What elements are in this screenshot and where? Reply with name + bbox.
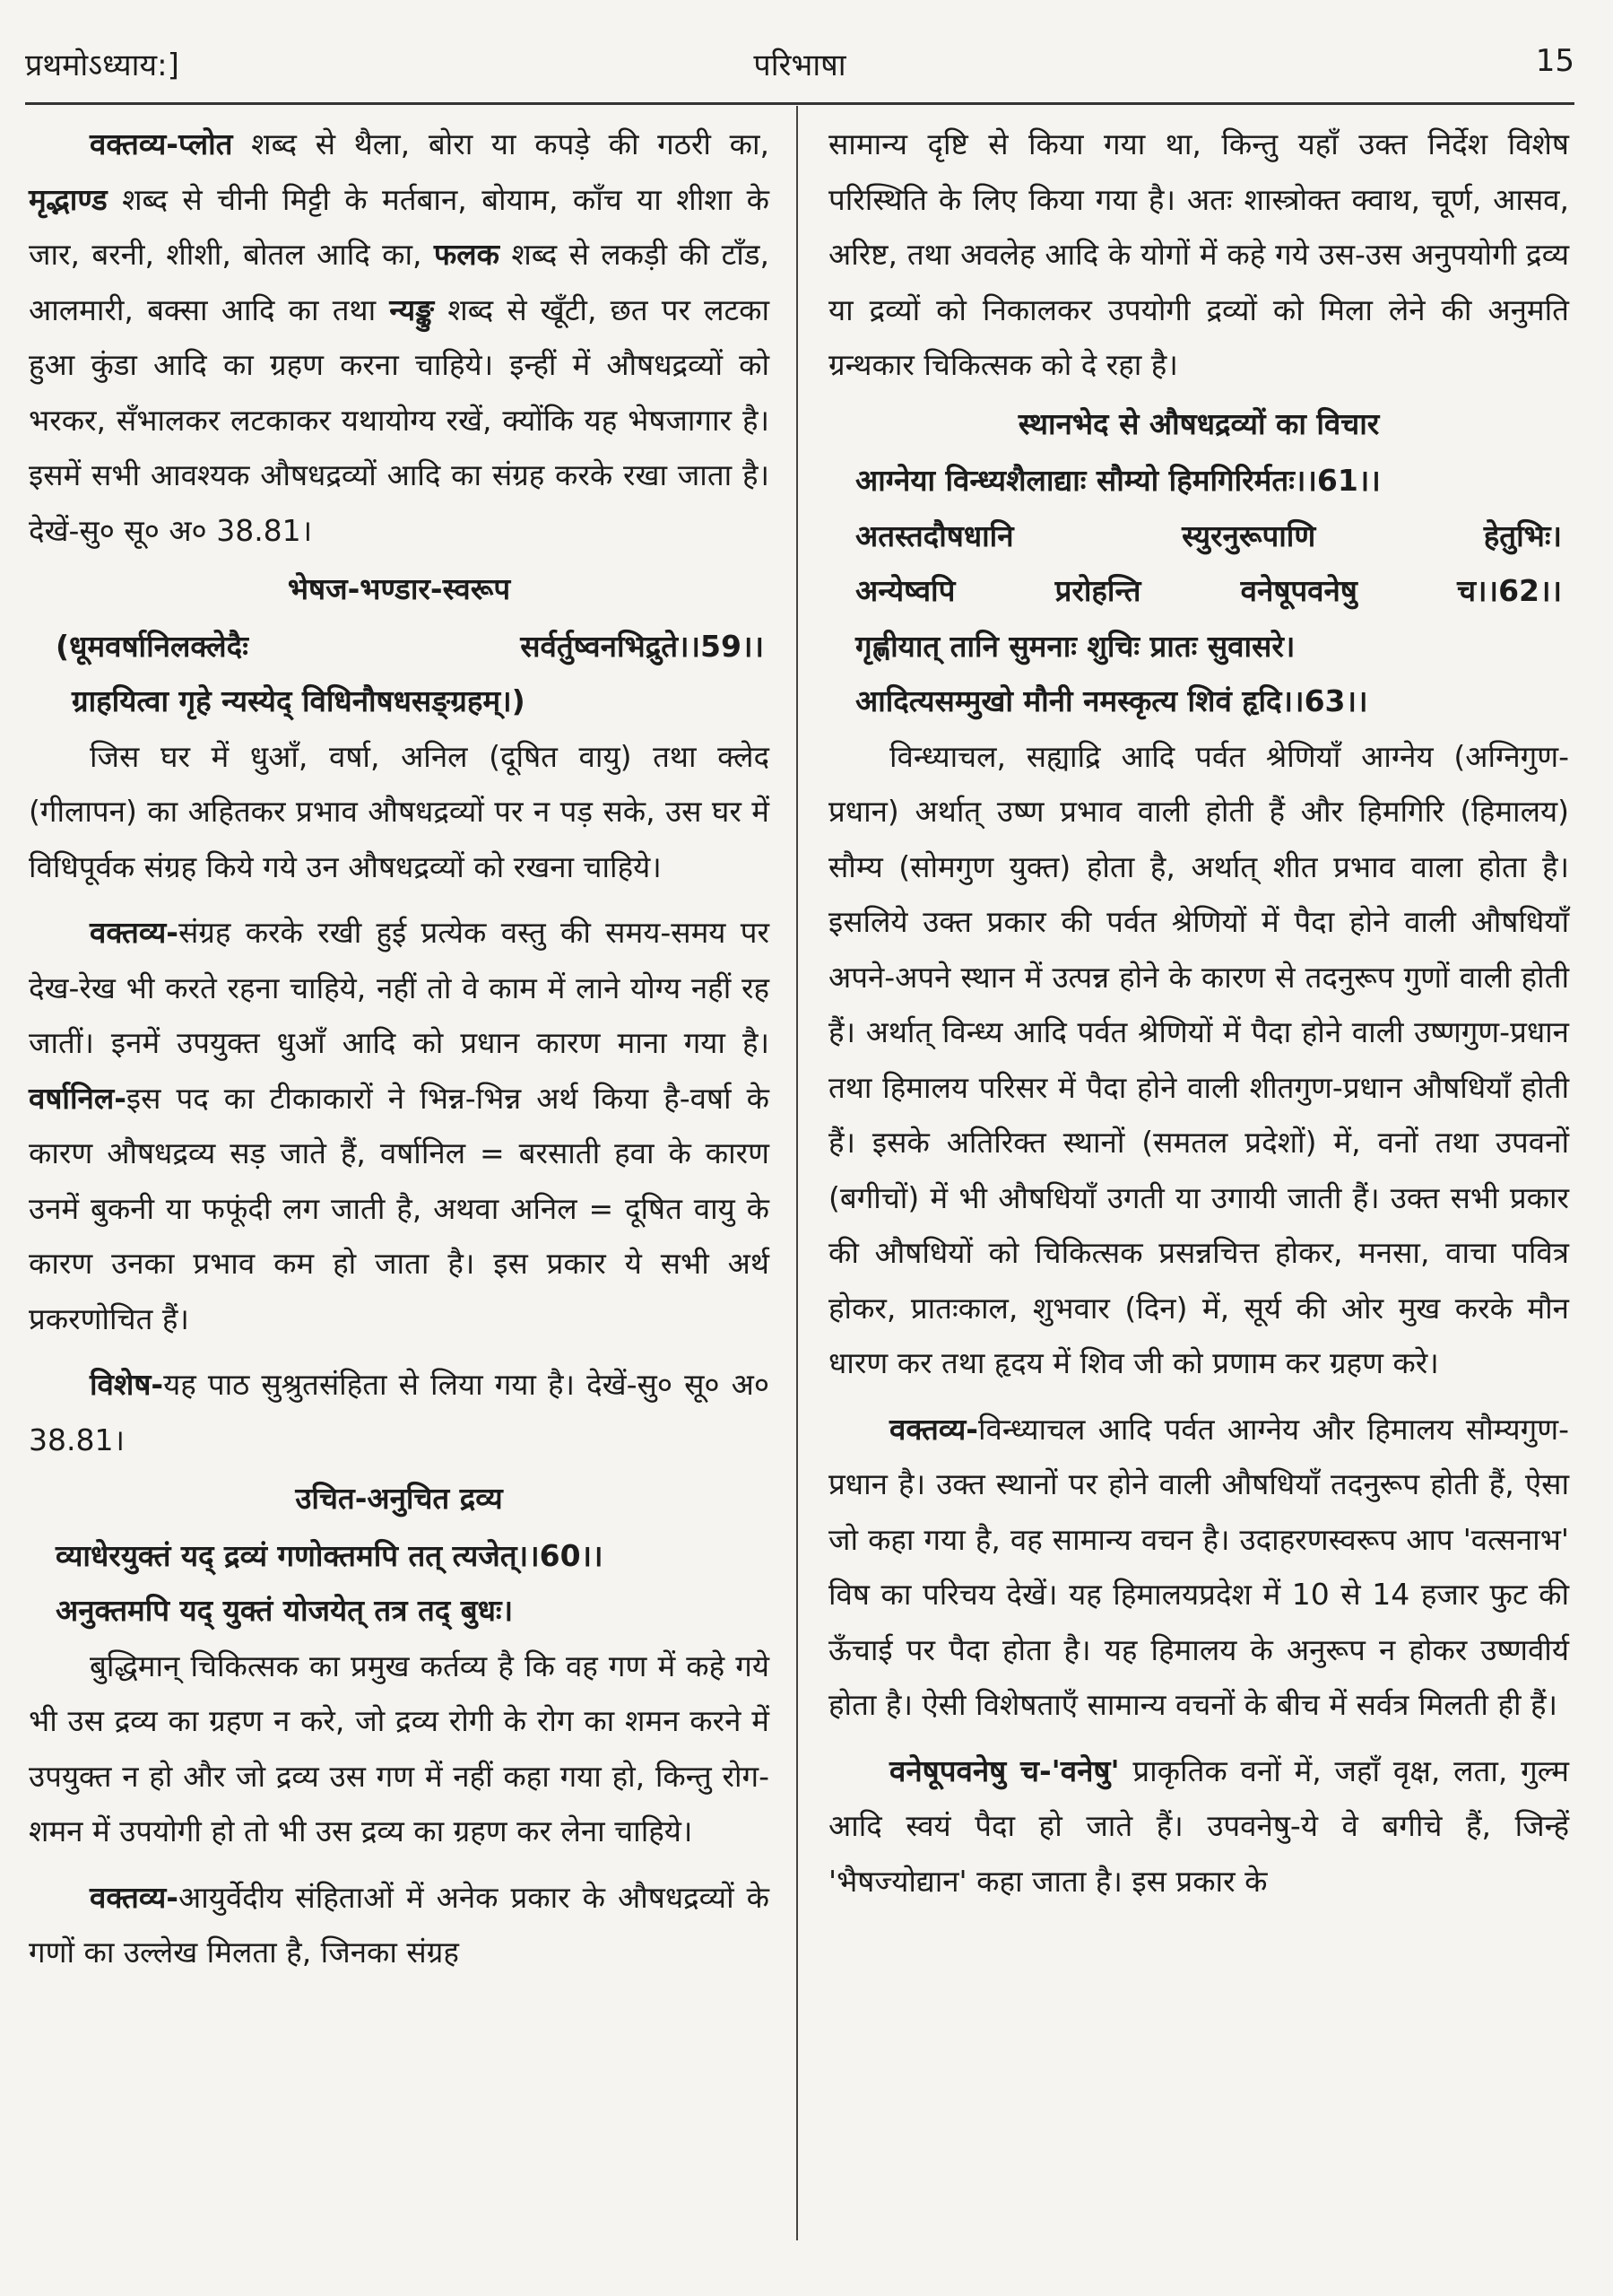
heading-uchit-anuchit: उचित-अनुचित द्रव्य	[295, 1481, 503, 1516]
paragraph-vaktavya-vindhya	[828, 1402, 1569, 1733]
verse-59-line2: ग्राहयित्वा गृहे न्यस्येद् विधिनौषधसङ्ग्रहम्।)	[72, 683, 525, 718]
verse-59-line1	[29, 619, 769, 674]
text: आयुर्वेदीय संहिताओं में अनेक प्रकार के औषधद्रव्यों के गणों का उल्लेख मिलता है, जिनका संग्रह	[29, 1879, 769, 1970]
paragraph-explanation-59: जिस घर में धुआँ, वर्षा, अनिल (दूषित वायु) तथा क्लेद (गीलापन) का अहितकर प्रभाव औषधद्रव्यों पर न पड़ सके, उस घर में विधिपूर्वक संग्रह किये गये उन औषधद्रव्यों को रखना चाहिये।	[29, 738, 769, 884]
left-column	[29, 117, 769, 1980]
column-divider	[796, 106, 798, 2240]
verse-62-line2	[828, 563, 1569, 619]
term-plota: वक्तव्य-प्लोत	[90, 126, 233, 161]
paragraph-vaneshu	[828, 1744, 1569, 1909]
text: विन्ध्याचल आदि पर्वत आग्नेय और हिमालय सौम्यगुण-प्रधान है। उक्त स्थानों पर होने वाली औषधियाँ तदनुरूप होती हैं, ऐसा जो कहा गया है, वह सामान्य वचन है। उदाहरणस्वरूप आप 'वत्सनाभ' विष का परिचय देखें। यह हिमालयप्रदेश में 10 से 14 हजार फुट की ऊँचाई पर पैदा होता है। यह हिमालय के अनुरूप न होकर उष्णवीर्य होता है। ऐसी विशेषताएँ सामान्य वचनों के बीच में सर्वत्र मिलती ही हैं।	[828, 1411, 1569, 1722]
text: शब्द से चीनी मिट्टी के मर्तबान, बोयाम, काँच या शीशा के जार, बरनी, शीशी, बोतल आदि का,	[29, 181, 769, 272]
term-vishesh: विशेष-	[90, 1367, 164, 1402]
text: यह पाठ सुश्रुतसंहिता से लिया गया है। देखें-सु० सू० अ० 38.81।	[29, 1367, 769, 1457]
page-header	[25, 43, 1574, 97]
paragraph-continued: सामान्य दृष्टि से किया गया था, किन्तु यहाँ उक्त निर्देश विशेष परिस्थिति के लिए किया गया है। अतः शास्त्रोक्त क्वाथ, चूर्ण, आसव, अरिष्ट, तथा अवलेह आदि के योगों में कहे गये उस-उस अनुपयोगी द्रव्य या द्रव्यों को निकालकर उपयोगी द्रव्यों को मिला लेने की अनुमति ग्रन्थकार चिकित्सक को दे रहा है।	[828, 126, 1569, 382]
page-number: 15	[1535, 43, 1574, 79]
section-title: परिभाषा	[753, 48, 846, 83]
term-phalaka: फलक	[433, 237, 500, 272]
term-vaktavya: वक्तव्य-	[889, 1411, 978, 1447]
verse-text: सर्वर्तुष्वनभिद्रुते।।59।।	[520, 628, 764, 664]
text: शब्द से थैला, बोरा या कपड़े की गठरी का,	[232, 126, 769, 161]
term-vaktavya: वक्तव्य-	[90, 915, 178, 950]
chapter-label: प्रथमोऽध्याय:]	[25, 48, 179, 83]
heading-sthanbhed: स्थानभेद से औषधद्रव्यों का विचार	[1018, 405, 1380, 441]
verse-word: च।।62।।	[1457, 573, 1562, 608]
verse-60-line1: व्याधेरयुक्तं यद् द्रव्यं गणोक्तमपि तत् त्यजेत्।।60।।	[56, 1537, 603, 1573]
term-mridbhanda: मृद्भाण्ड	[29, 181, 108, 217]
text: शब्द से खूँटी, छत पर लटका हुआ कुंडा आदि का ग्रहण करना चाहिये। इन्हीं में औषधद्रव्यों को भरकर, सँभालकर लटकाकर यथायोग्य रखें, क्योंकि यह भेषजागार है। इसमें सभी आवश्यक औषधद्रव्यों आदि का संग्रह करके रखा जाता है। देखें-सु० सू० अ० 38.81।	[29, 291, 769, 548]
paragraph-explanation-61-63: विन्ध्याचल, सह्याद्रि आदि पर्वत श्रेणियाँ आग्नेय (अग्निगुण-प्रधान) अर्थात् उष्ण प्रभाव वाली होती हैं और हिमगिरि (हिमालय) सौम्य (सोमगुण युक्त) होता है, अर्थात् शीत प्रभाव वाला होता है। इसलिये उक्त प्रकार की पर्वत श्रेणियों में पैदा होने वाली औषधियाँ अपने-अपने स्थान में उत्पन्न होने के कारण से तदनुरूप गुणों वाली होती हैं। अर्थात् विन्ध्य आदि पर्वत श्रेणियों में पैदा होने वाली उष्णगुण-प्रधान तथा हिमालय परिसर में पैदा होने वाली शीतगुण-प्रधान औषधियाँ होती हैं। इसके अतिरिक्त स्थानों (समतल प्रदेशों) में, वनों तथा उपवनों (बगीचों) में भी औषधियाँ उगती या उगायी जाती हैं। उक्त सभी प्रकार की औषधियों को चिकित्सक प्रसन्नचित्त होकर, मनसा, वाचा पवित्र होकर, प्रातःकाल, शुभवार (दिन) में, सूर्य की ओर मुख करके मौन धारण कर तथा हृदय में शिव जी को प्रणाम कर ग्रहण करे।	[828, 738, 1569, 1380]
term-vaneshu: वनेषूपवनेषु च-'वनेषु'	[889, 1752, 1120, 1788]
verse-60-line2: अनुक्तमपि यद् युक्तं योजयेत् तत्र तद् बुधः।	[56, 1593, 514, 1628]
paragraph-explanation-60: बुद्धिमान् चिकित्सक का प्रमुख कर्तव्य है कि वह गण में कहे गये भी उस द्रव्य का ग्रहण न करे, जो द्रव्य रोगी के रोग का शमन करने में उपयुक्त न हो और जो द्रव्य उस गण में नहीं कहा गया हो, किन्तु रोग-शमन में उपयोगी हो तो भी उस द्रव्य का ग्रहण कर लेना चाहिये।	[29, 1648, 769, 1848]
verse-text: (धूमवर्षानिलक्लेदैः	[56, 628, 248, 664]
verse-word: वनेषूपवनेषु	[1240, 573, 1357, 608]
verse-word: स्युरनुरूपाणि	[1182, 517, 1316, 553]
paragraph-vishesh	[29, 1357, 769, 1467]
verse-word: हेतुभिः।	[1483, 517, 1562, 553]
paragraph-vaktavya-plota	[29, 117, 769, 558]
term-vaktavya: वक्तव्य-	[90, 1879, 178, 1915]
heading-bheshaj-bhandar: भेषज-भण्डार-स्वरूप	[287, 571, 511, 606]
verse-63-line2: आदित्यसम्मुखो मौनी नमस्कृत्य शिवं हृदि।।63।।	[855, 683, 1368, 718]
verse-61: आग्नेया विन्ध्यशैलाद्याः सौम्यो हिमगिरिर्मतः।।61।।	[855, 463, 1381, 498]
verse-word: अन्येष्वपि	[855, 573, 956, 608]
header-rule	[25, 102, 1574, 105]
text: प्राकृतिक वनों में, जहाँ वृक्ष, लता, गुल्म आदि स्वयं पैदा हो जाते हैं। उपवनेषु-ये वे बगीचे हैं, जिन्हें 'भैषज्योद्यान' कहा जाता है। इस प्रकार के	[828, 1752, 1569, 1899]
paragraph-vaktavya-samhita	[29, 1870, 769, 1980]
verse-word: अतस्तदौषधानि	[855, 517, 1014, 553]
text: इस पद का टीकाकारों ने भिन्न-भिन्न अर्थ किया है-वर्षा के कारण औषधद्रव्य सड़ जाते हैं, वर्षानिल = बरसाती हवा के कारण उनमें बुकनी या फफूंदी लग जाती है, अथवा अनिल = दूषित वायु के कारण उनका प्रभाव कम हो जाता है। इस प्रकार ये सभी अर्थ प्रकरणोचित हैं।	[29, 1080, 769, 1336]
right-column	[828, 117, 1569, 1909]
text: शब्द से लकड़ी की टाँड, आलमारी, बक्सा आदि का तथा	[29, 237, 769, 327]
text: संग्रह करके रखी हुई प्रत्येक वस्तु की समय-समय पर देख-रेख भी करते रहना चाहिये, नहीं तो वे काम में लाने योग्य नहीं रह जातीं। इनमें उपयुक्त धुआँ आदि को प्रधान कारण माना गया है।	[29, 915, 769, 1060]
verse-62-line1	[828, 509, 1569, 564]
term-nyanku: न्यङ्कु	[389, 291, 435, 327]
verse-word: प्ररोहन्ति	[1054, 573, 1141, 608]
paragraph-vaktavya-sangrah	[29, 905, 769, 1346]
term-varshanil: वर्षानिल-	[29, 1080, 126, 1116]
verse-63-line1: गृह्णीयात् तानि सुमनाः शुचिः प्रातः सुवासरे।	[855, 628, 1296, 664]
